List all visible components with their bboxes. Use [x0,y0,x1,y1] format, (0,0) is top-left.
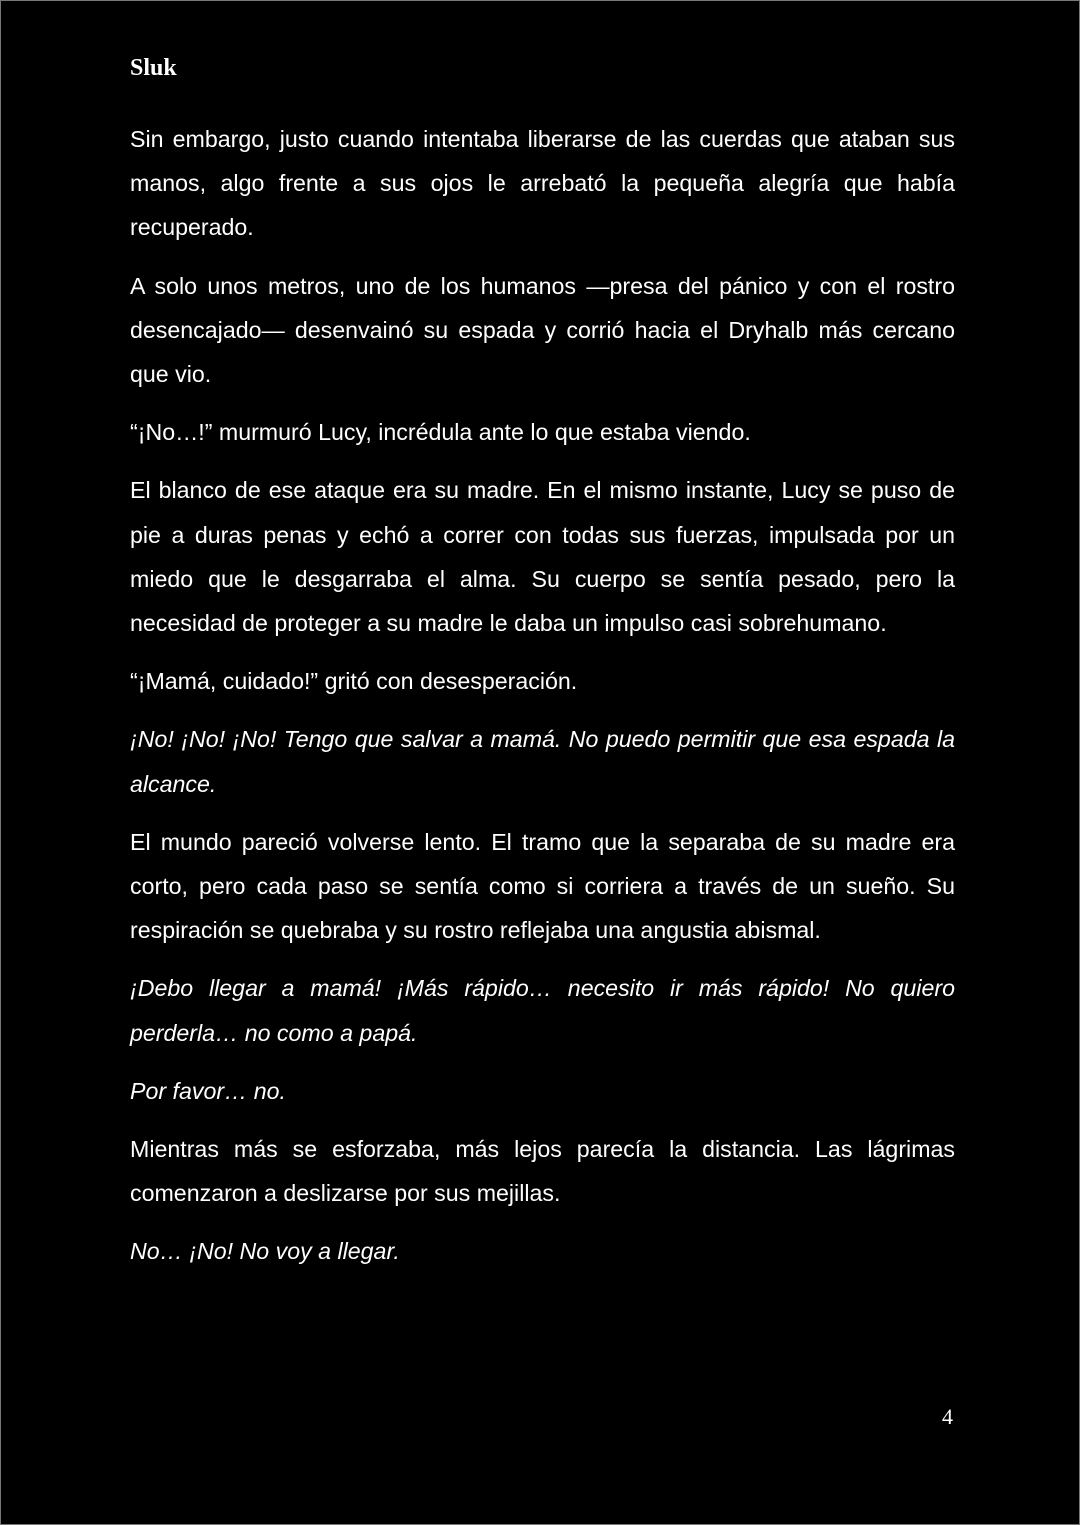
page-number: 4 [942,1404,953,1429]
paragraph: Sin embargo, justo cuando intentaba liberarse de las cuerdas que ataban sus manos, algo frente a sus ojos le arrebató la pequeña alegría que había recuperado. [130,126,955,241]
paragraph-italic: No… ¡No! No voy a llegar. [130,1238,400,1265]
paragraph-italic: ¡Debo llegar a mamá! ¡Más rápido… necesito ir más rápido! No quiero perderla… no como a papá. [130,975,955,1046]
body-text [130,117,955,1288]
paragraph-italic: ¡No! ¡No! ¡No! Tengo que salvar a mamá. No puedo permitir que esa espada la alcance. [130,726,955,797]
paragraph: El mundo pareció volverse lento. El tramo que la separaba de su madre era corto, pero cada paso se sentía como si corriera a través de un sueño. Su respiración se quebraba y su rostro reflejaba una angustia abismal. [130,828,955,944]
paragraph: “¡Mamá, cuidado!” gritó con desesperación. [130,668,578,695]
paragraph: “¡No…!” murmuró Lucy, incrédula ante lo que estaba viendo. [130,419,751,446]
paragraph: A solo unos metros, uno de los humanos —presa del pánico y con el rostro desencajado— desenvainó su espada y corrió hacia el Dryhalb más cercano que vio. [130,272,955,388]
paragraph: Mientras más se esforzaba, más lejos parecía la distancia. Las lágrimas comenzaron a deslizarse por sus mejillas. [130,1136,955,1207]
paragraph-italic: Por favor… no. [130,1077,286,1104]
paragraph: El blanco de ese ataque era su madre. En el mismo instante, Lucy se puso de pie a duras penas y echó a correr con todas sus fuerzas, impulsada por un miedo que le desgarraba el alma. Su cuerpo se sentía pesado, pero la necesidad de proteger a su madre le daba un impulso casi sobrehumano. [130,477,955,637]
running-header: Sluk [130,55,177,81]
